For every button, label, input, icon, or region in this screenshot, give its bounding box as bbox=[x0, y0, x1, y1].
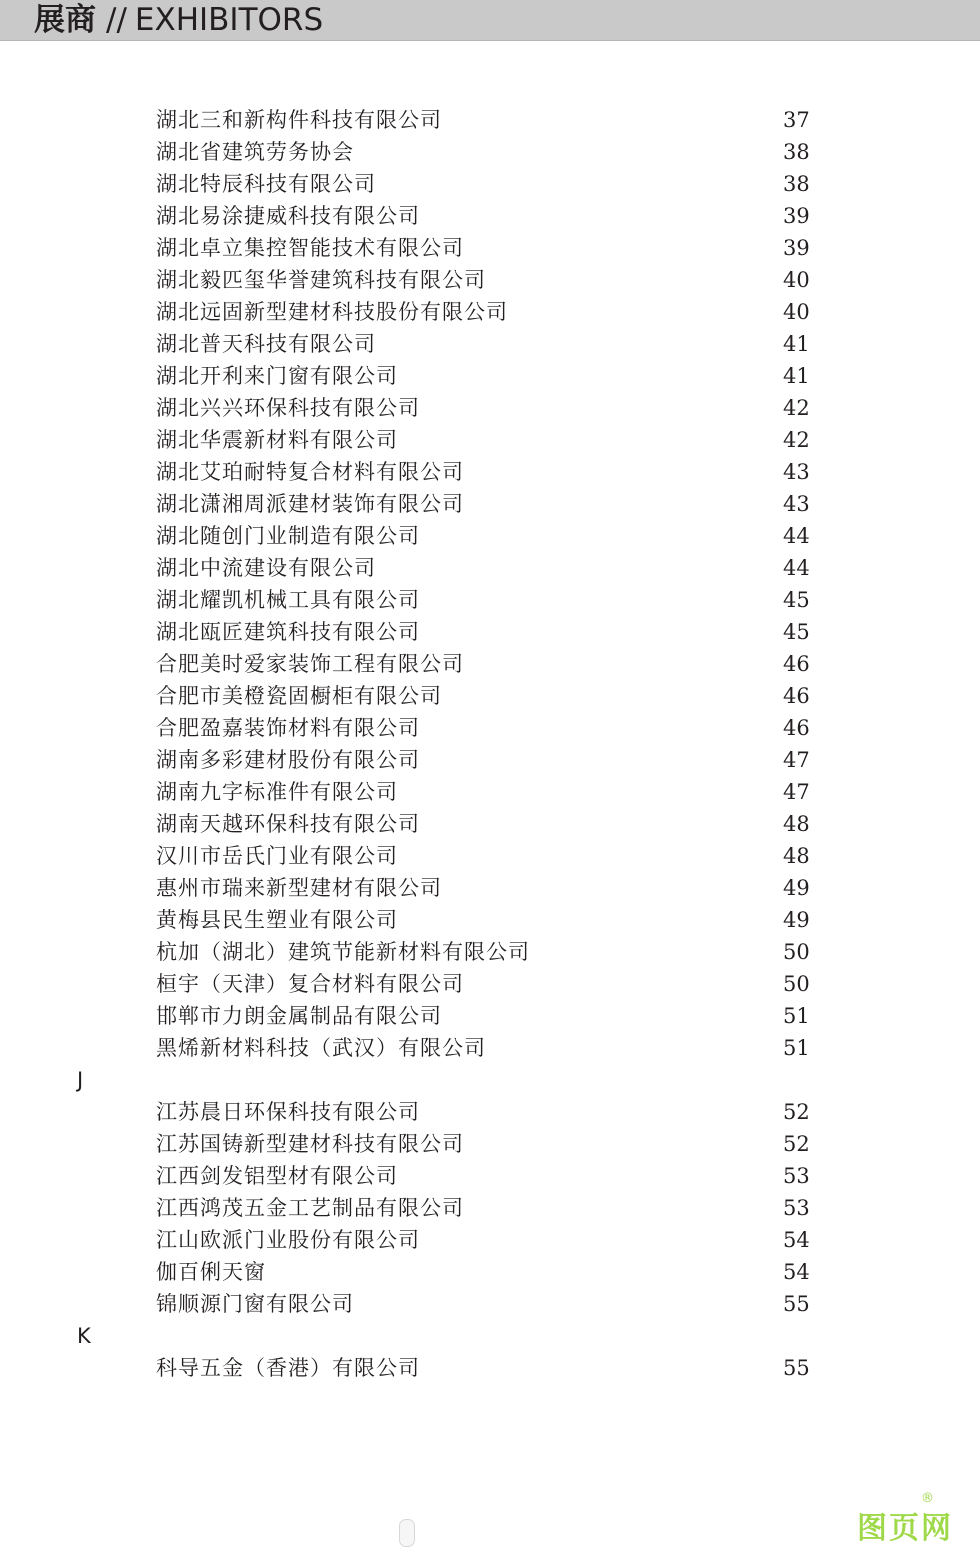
exhibitor-name: 江山欧派门业股份有限公司 bbox=[156, 1228, 420, 1252]
exhibitor-page-number: 54 bbox=[783, 1228, 810, 1252]
exhibitor-name: 湖北三和新构件科技有限公司 bbox=[156, 108, 442, 132]
exhibitor-row bbox=[0, 423, 980, 455]
exhibitor-page-number: 43 bbox=[783, 492, 810, 516]
exhibitor-name: 科导五金（香港）有限公司 bbox=[156, 1356, 420, 1380]
exhibitor-page-number: 38 bbox=[783, 172, 810, 196]
exhibitor-name: 湖北卓立集控智能技术有限公司 bbox=[156, 236, 464, 260]
exhibitor-row bbox=[0, 1287, 980, 1319]
exhibitor-name: 湖南天越环保科技有限公司 bbox=[156, 812, 420, 836]
section-letter-row bbox=[0, 1063, 980, 1095]
exhibitor-list bbox=[0, 103, 980, 1383]
exhibitor-row bbox=[0, 615, 980, 647]
exhibitor-name: 湖北耀凯机械工具有限公司 bbox=[156, 588, 420, 612]
exhibitor-page-number: 54 bbox=[783, 1260, 810, 1284]
exhibitor-row bbox=[0, 135, 980, 167]
exhibitor-row bbox=[0, 1351, 980, 1383]
exhibitor-row bbox=[0, 1127, 980, 1159]
exhibitor-page-number: 55 bbox=[783, 1292, 810, 1316]
exhibitor-name: 湖北特辰科技有限公司 bbox=[156, 172, 376, 196]
exhibitor-page-number: 40 bbox=[783, 300, 810, 324]
exhibitor-name: 湖北开利来门窗有限公司 bbox=[156, 364, 398, 388]
exhibitor-name: 合肥盈嘉装饰材料有限公司 bbox=[156, 716, 420, 740]
exhibitor-row bbox=[0, 1191, 980, 1223]
exhibitor-page-number: 44 bbox=[783, 556, 810, 580]
exhibitor-page-number: 37 bbox=[783, 108, 810, 132]
exhibitor-name: 湖北省建筑劳务协会 bbox=[156, 140, 354, 164]
exhibitor-page-number: 50 bbox=[783, 940, 810, 964]
exhibitor-name: 江西鸿茂五金工艺制品有限公司 bbox=[156, 1196, 464, 1220]
exhibitor-page-number: 49 bbox=[783, 908, 810, 932]
exhibitor-name: 黑烯新材料科技（武汉）有限公司 bbox=[156, 1036, 486, 1060]
exhibitor-page-number: 50 bbox=[783, 972, 810, 996]
exhibitor-page-number: 41 bbox=[783, 332, 810, 356]
exhibitor-row bbox=[0, 231, 980, 263]
exhibitor-row bbox=[0, 711, 980, 743]
exhibitor-name: 湖北毅匹玺华誉建筑科技有限公司 bbox=[156, 268, 486, 292]
exhibitor-page-number: 53 bbox=[783, 1196, 810, 1220]
exhibitor-row bbox=[0, 679, 980, 711]
exhibitor-name: 邯郸市力朗金属制品有限公司 bbox=[156, 1004, 442, 1028]
section-letter-row bbox=[0, 1319, 980, 1351]
exhibitor-page-number: 40 bbox=[783, 268, 810, 292]
exhibitor-row bbox=[0, 103, 980, 135]
header-bar bbox=[0, 0, 980, 41]
exhibitor-page-number: 45 bbox=[783, 588, 810, 612]
exhibitor-name: 湖南多彩建材股份有限公司 bbox=[156, 748, 420, 772]
exhibitor-page-number: 38 bbox=[783, 140, 810, 164]
page-number-mark bbox=[399, 1519, 415, 1547]
exhibitor-row bbox=[0, 935, 980, 967]
exhibitor-page-number: 47 bbox=[783, 780, 810, 804]
exhibitor-page-number: 46 bbox=[783, 652, 810, 676]
exhibitor-page-number: 39 bbox=[783, 236, 810, 260]
exhibitor-name: 江苏晨日环保科技有限公司 bbox=[156, 1100, 420, 1124]
exhibitor-row bbox=[0, 1223, 980, 1255]
exhibitor-name: 湖北华震新材料有限公司 bbox=[156, 428, 398, 452]
registered-mark: ® bbox=[921, 1491, 936, 1506]
exhibitor-page-number: 46 bbox=[783, 716, 810, 740]
exhibitor-page-number: 41 bbox=[783, 364, 810, 388]
exhibitor-name: 湖北远固新型建材科技股份有限公司 bbox=[156, 300, 508, 324]
exhibitor-row bbox=[0, 455, 980, 487]
exhibitor-row bbox=[0, 167, 980, 199]
watermark-logo bbox=[857, 1491, 953, 1547]
exhibitor-row bbox=[0, 1159, 980, 1191]
watermark-text: 图页网 bbox=[857, 1511, 953, 1546]
exhibitor-row bbox=[0, 647, 980, 679]
page-title bbox=[34, 2, 323, 38]
exhibitor-row bbox=[0, 743, 980, 775]
exhibitor-row bbox=[0, 519, 980, 551]
exhibitor-row bbox=[0, 391, 980, 423]
exhibitor-page-number: 51 bbox=[783, 1004, 810, 1028]
exhibitor-page-number: 44 bbox=[783, 524, 810, 548]
exhibitor-name: 湖南九字标准件有限公司 bbox=[156, 780, 398, 804]
exhibitor-page-number: 45 bbox=[783, 620, 810, 644]
exhibitor-name: 湖北潇湘周派建材装饰有限公司 bbox=[156, 492, 464, 516]
exhibitor-name: 伽百俐天窗 bbox=[156, 1260, 266, 1284]
exhibitor-row bbox=[0, 487, 980, 519]
exhibitor-row bbox=[0, 263, 980, 295]
exhibitor-page-number: 49 bbox=[783, 876, 810, 900]
exhibitor-row bbox=[0, 551, 980, 583]
title-cn: 展商 bbox=[34, 2, 96, 38]
exhibitor-name: 锦顺源门窗有限公司 bbox=[156, 1292, 354, 1316]
exhibitor-page-number: 39 bbox=[783, 204, 810, 228]
exhibitor-name: 湖北易涂捷威科技有限公司 bbox=[156, 204, 420, 228]
exhibitor-row bbox=[0, 295, 980, 327]
exhibitor-name: 湖北普天科技有限公司 bbox=[156, 332, 376, 356]
exhibitor-name: 湖北随创门业制造有限公司 bbox=[156, 524, 420, 548]
exhibitor-name: 惠州市瑞来新型建材有限公司 bbox=[156, 876, 442, 900]
exhibitor-name: 桓宇（天津）复合材料有限公司 bbox=[156, 972, 464, 996]
exhibitor-name: 湖北艾珀耐特复合材料有限公司 bbox=[156, 460, 464, 484]
exhibitor-name: 湖北中流建设有限公司 bbox=[156, 556, 376, 580]
exhibitor-page-number: 42 bbox=[783, 396, 810, 420]
section-letter: J bbox=[77, 1068, 84, 1092]
title-en: EXHIBITORS bbox=[134, 2, 324, 38]
exhibitor-name: 湖北瓯匠建筑科技有限公司 bbox=[156, 620, 420, 644]
exhibitor-name: 汉川市岳氏门业有限公司 bbox=[156, 844, 398, 868]
exhibitor-row bbox=[0, 967, 980, 999]
exhibitor-row bbox=[0, 327, 980, 359]
exhibitor-name: 合肥市美橙瓷固橱柜有限公司 bbox=[156, 684, 442, 708]
exhibitor-name: 江西剑发铝型材有限公司 bbox=[156, 1164, 398, 1188]
exhibitor-page-number: 52 bbox=[783, 1132, 810, 1156]
exhibitor-row bbox=[0, 199, 980, 231]
exhibitor-name: 湖北兴兴环保科技有限公司 bbox=[156, 396, 420, 420]
exhibitor-name: 杭加（湖北）建筑节能新材料有限公司 bbox=[156, 940, 530, 964]
exhibitor-row bbox=[0, 1031, 980, 1063]
exhibitor-page-number: 48 bbox=[783, 844, 810, 868]
exhibitor-name: 江苏国铸新型建材科技有限公司 bbox=[156, 1132, 464, 1156]
title-separator: // bbox=[106, 2, 127, 38]
exhibitor-row bbox=[0, 807, 980, 839]
exhibitor-name: 黄梅县民生塑业有限公司 bbox=[156, 908, 398, 932]
exhibitor-row bbox=[0, 583, 980, 615]
exhibitor-row bbox=[0, 903, 980, 935]
exhibitor-page-number: 43 bbox=[783, 460, 810, 484]
exhibitor-row bbox=[0, 1255, 980, 1287]
exhibitor-page-number: 51 bbox=[783, 1036, 810, 1060]
exhibitor-row bbox=[0, 999, 980, 1031]
section-letter: K bbox=[77, 1324, 91, 1348]
exhibitor-row bbox=[0, 871, 980, 903]
exhibitor-page-number: 47 bbox=[783, 748, 810, 772]
exhibitor-row bbox=[0, 359, 980, 391]
exhibitor-page-number: 42 bbox=[783, 428, 810, 452]
exhibitor-page-number: 55 bbox=[783, 1356, 810, 1380]
exhibitor-page-number: 46 bbox=[783, 684, 810, 708]
exhibitor-row bbox=[0, 1095, 980, 1127]
exhibitor-row bbox=[0, 839, 980, 871]
exhibitor-row bbox=[0, 775, 980, 807]
exhibitor-page-number: 52 bbox=[783, 1100, 810, 1124]
exhibitor-page-number: 48 bbox=[783, 812, 810, 836]
exhibitor-name: 合肥美时爱家装饰工程有限公司 bbox=[156, 652, 464, 676]
exhibitor-page-number: 53 bbox=[783, 1164, 810, 1188]
